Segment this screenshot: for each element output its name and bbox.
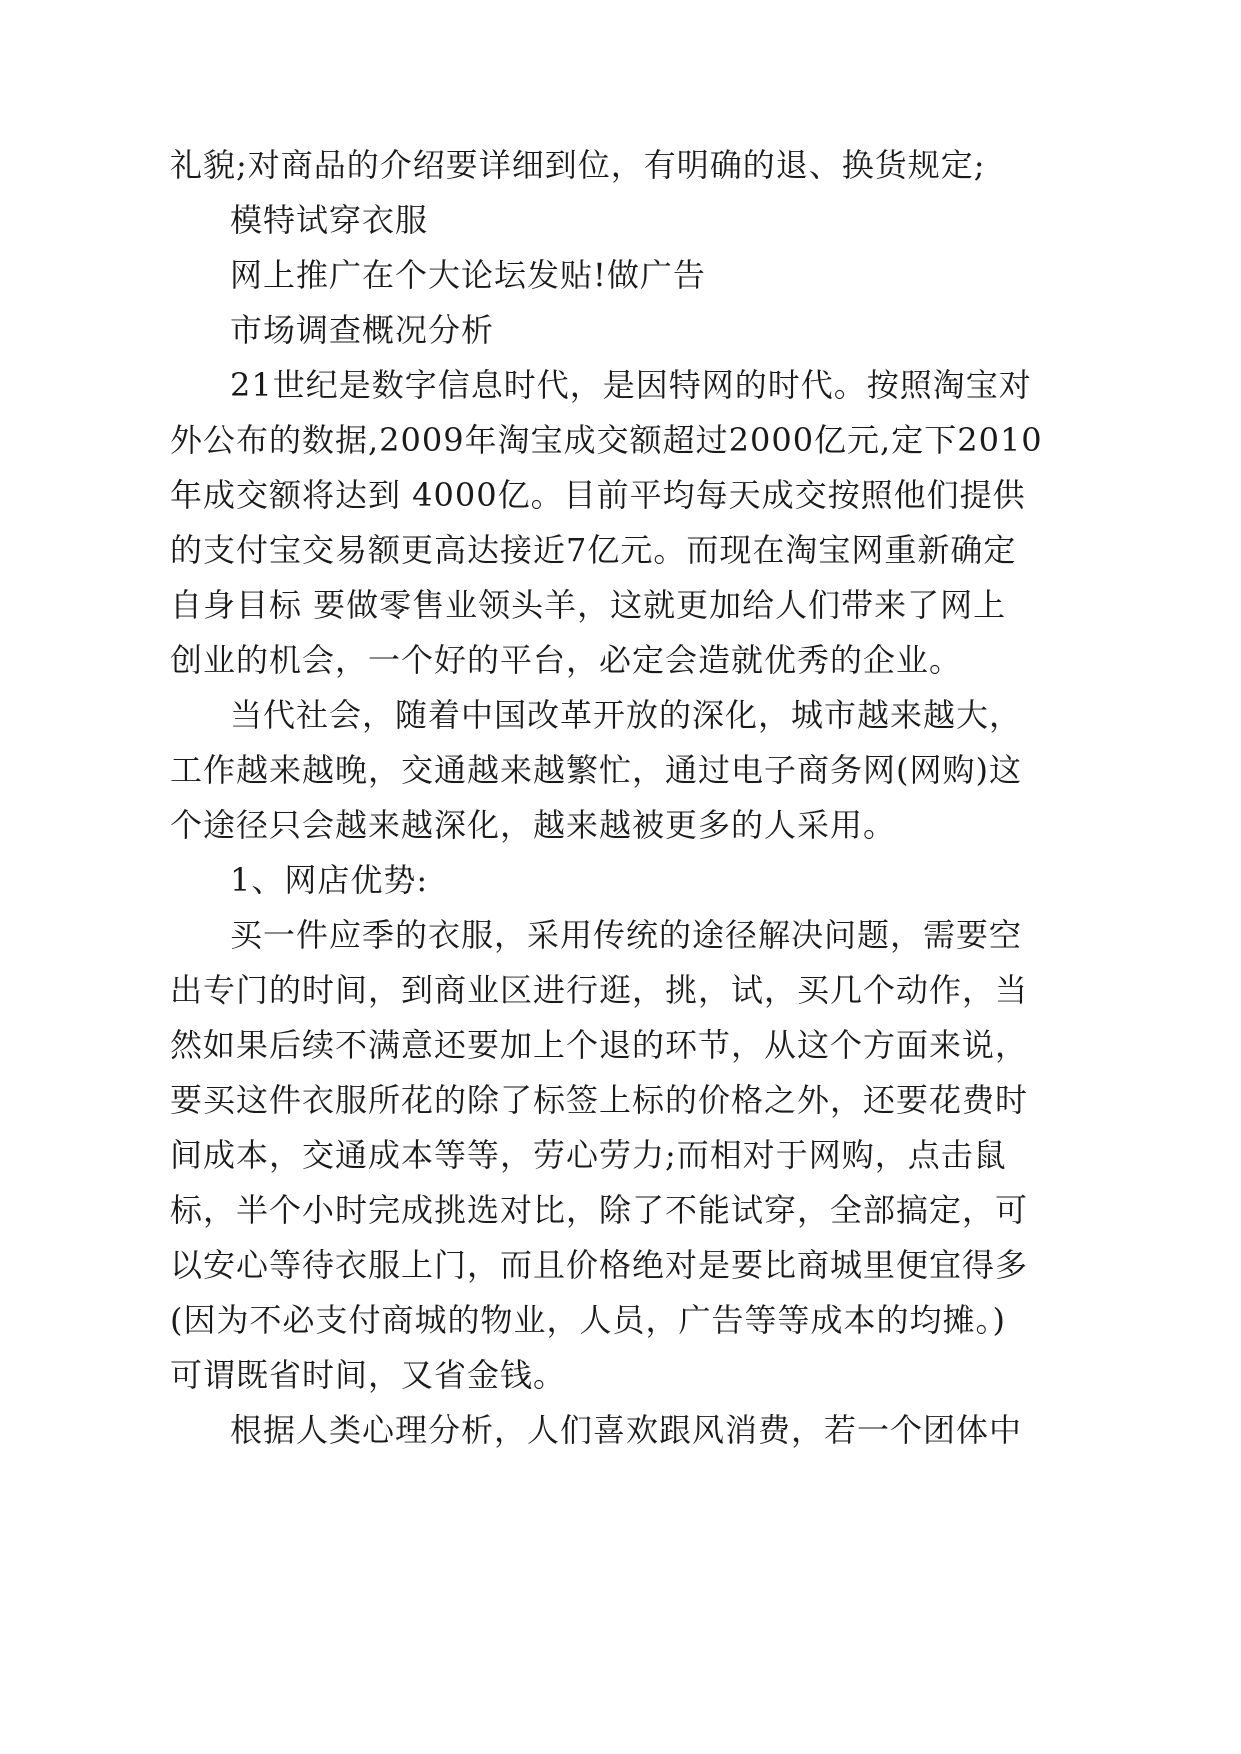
- text-line: 21世纪是数字信息时代，是因特网的时代。按照淘宝对: [230, 366, 1032, 404]
- text-line: 的支付宝交易额更高达接近7亿元。而现在淘宝网重新确定: [170, 531, 1017, 569]
- text-line: 间成本，交通成本等等，劳心劳力;而相对于网购，点击鼠: [170, 1136, 1007, 1174]
- text-line: 以安心等待衣服上门，而且价格绝对是要比商城里便宜得多: [170, 1246, 1029, 1284]
- text-line: 个途径只会越来越深化，越来越被更多的人采用。: [170, 806, 897, 844]
- text-line: 根据人类心理分析，人们喜欢跟风消费，若一个团体中: [230, 1411, 1023, 1449]
- text-line: 标，半个小时完成挑选对比，除了不能试穿，全部搞定，可: [170, 1191, 1029, 1229]
- text-line: 要买这件衣服所花的除了标签上标的价格之外，还要花费时: [170, 1081, 1029, 1119]
- text-line: 年成交额将达到 4000亿。目前平均每天成交按照他们提供: [170, 476, 1026, 514]
- text-line: 外公布的数据,2009年淘宝成交额超过2000亿元,定下2010: [170, 421, 1043, 459]
- text-line: (因为不必支付商城的物业，人员，广告等等成本的均摊。): [170, 1301, 1006, 1339]
- section-heading: 1、网店优势:: [230, 861, 429, 899]
- text-line: 当代社会，随着中国改革开放的深化，城市越来越大，: [230, 696, 1023, 734]
- text-line: 创业的机会，一个好的平台，必定会造就优秀的企业。: [170, 641, 963, 679]
- text-line: 模特试穿衣服: [230, 201, 429, 239]
- section-heading: 市场调查概况分析: [230, 311, 495, 349]
- text-line: 买一件应季的衣服，采用传统的途径解决问题，需要空: [230, 916, 1023, 954]
- text-line: 出专门的时间，到商业区进行逛，挑，试，买几个动作，当: [170, 971, 1029, 1009]
- text-line: 可谓既省时间，又省金钱。: [170, 1356, 567, 1394]
- text-line: 然如果后续不满意还要加上个退的环节，从这个方面来说，: [170, 1026, 1029, 1064]
- text-line: 礼貌;对商品的介绍要详细到位，有明确的退、换货规定;: [170, 146, 986, 184]
- text-line: 工作越来越晚，交通越来越繁忙，通过电子商务网(网购)这: [170, 751, 1022, 789]
- text-line: 自身目标 要做零售业领头羊，这就更加给人们带来了网上: [170, 586, 1007, 624]
- text-line: 网上推广在个大论坛发贴!做广告: [230, 256, 706, 294]
